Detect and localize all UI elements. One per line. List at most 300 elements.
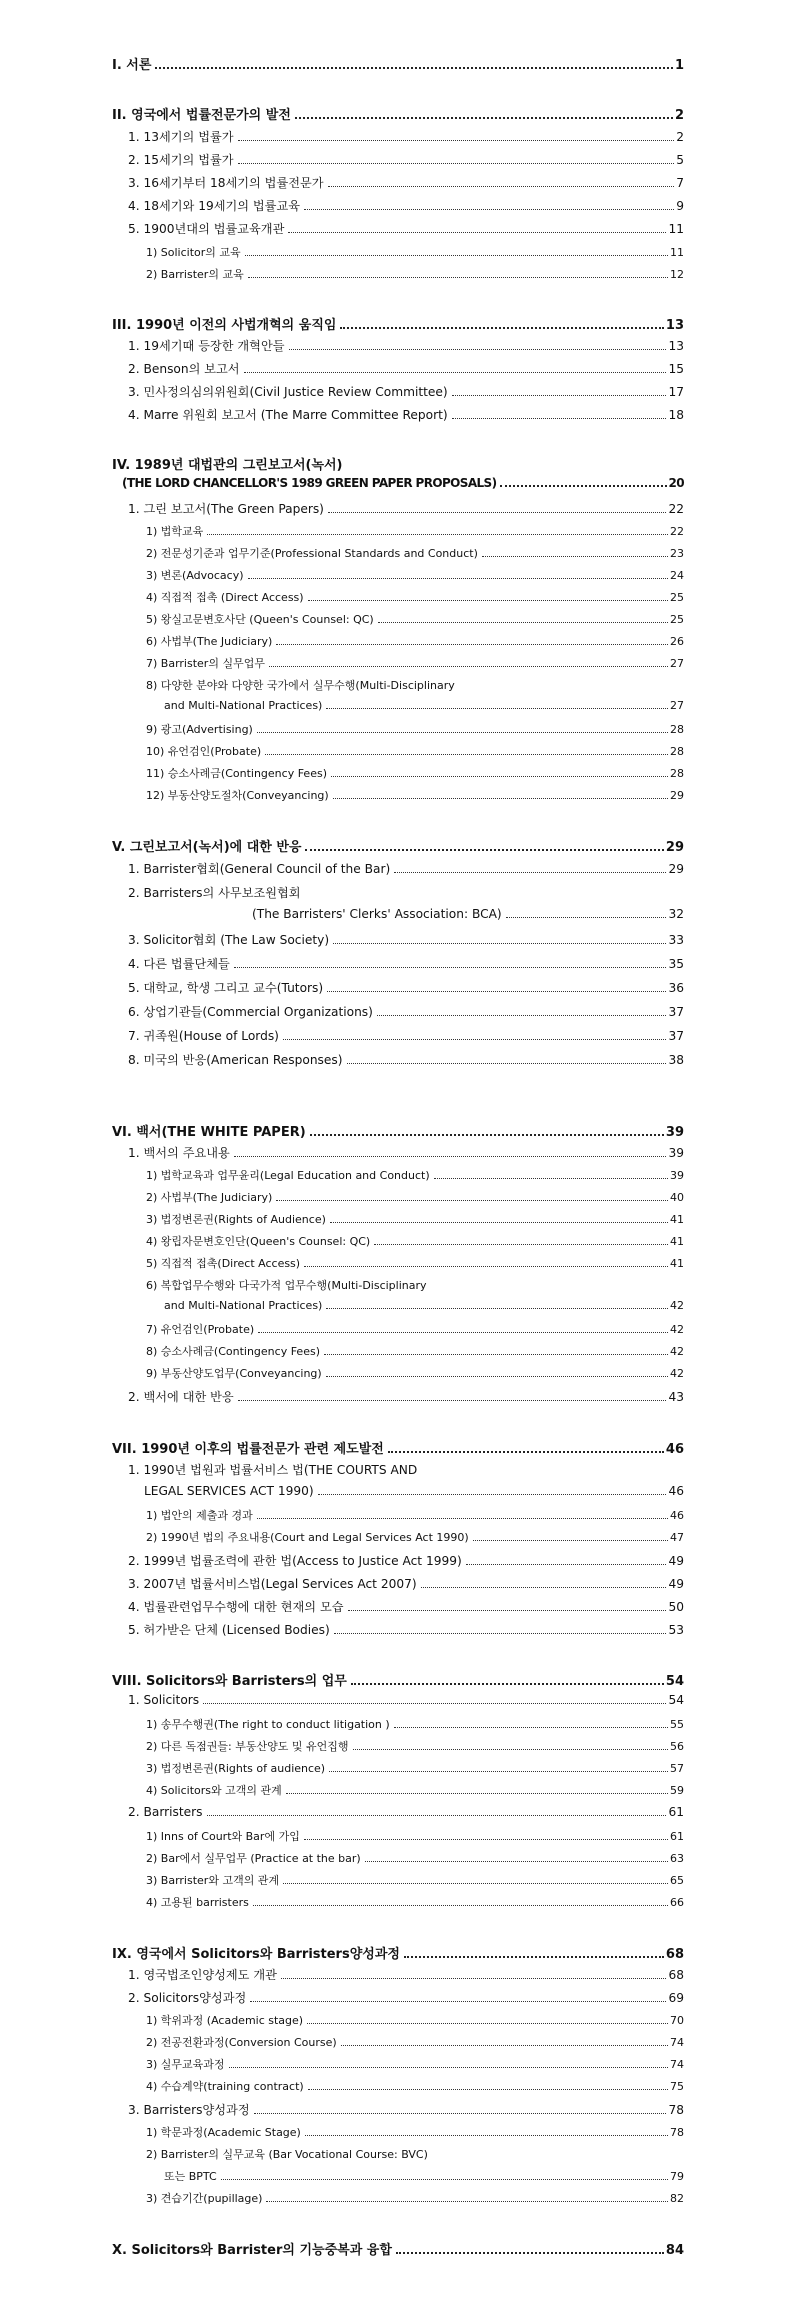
toc-page-number: 68 (665, 1947, 684, 1962)
dot-leader (266, 2201, 668, 2202)
dot-leader (304, 1266, 668, 1267)
toc-title: 9) 부동산양도업무(Conveyancing) (146, 1367, 322, 1380)
toc-subitem (112, 2034, 684, 2050)
toc-title: 2. Barristers의 사무보조원협회 (128, 886, 301, 900)
toc-item (112, 955, 684, 972)
toc-title: 4. 다른 법률단체들 (128, 957, 230, 971)
toc-page-number: 1 (674, 58, 684, 73)
toc-page-number: 27 (670, 699, 684, 712)
toc-title: 2. 백서에 대한 반응 (128, 1390, 234, 1404)
toc-title: (THE LORD CHANCELLOR'S 1989 GREEN PAPER PROPOSALS) (122, 476, 497, 490)
toc-title: 8) 승소사례금(Contingency Fees) (146, 1345, 320, 1358)
toc-page-number: 23 (670, 547, 684, 560)
dot-leader (341, 2045, 668, 2046)
dot-leader (333, 943, 666, 944)
toc-page-number: 78 (670, 2126, 684, 2139)
toc-item (112, 128, 684, 145)
toc-item (112, 1693, 684, 1708)
toc-subitem (112, 743, 684, 759)
toc-page-number: 39 (665, 1125, 684, 1140)
toc-section-subtitle (112, 476, 684, 491)
toc-title: IV. 1989년 대법관의 그린보고서(녹서) (112, 458, 343, 473)
dot-leader (248, 277, 668, 278)
toc-item (112, 931, 684, 948)
toc-subitem (112, 1321, 684, 1337)
toc-item (112, 1575, 684, 1592)
dot-leader (308, 2089, 668, 2090)
toc-title: 2) 전문성기준과 업무기준(Professional Standards and Conduct) (146, 547, 478, 560)
toc-page-number: 66 (670, 1896, 684, 1909)
toc-page-number: 65 (670, 1874, 684, 1887)
toc-title: (The Barristers' Clerks' Association: BCA) (252, 907, 502, 921)
dot-leader (328, 186, 675, 187)
toc-section (112, 454, 684, 473)
toc-title: 1) 학위과정 (Academic stage) (146, 2014, 304, 2027)
toc-subitem (112, 1828, 684, 1844)
dot-leader (248, 578, 668, 579)
toc-title: 9) 광고(Advertising) (146, 723, 253, 736)
toc-page-number: 55 (670, 1718, 684, 1731)
toc-item (112, 151, 684, 168)
dot-leader (289, 349, 667, 350)
toc-title: 또는 BPTC (164, 2170, 217, 2183)
toc-item-continuation (112, 1484, 684, 1499)
toc-subitem (112, 1850, 684, 1866)
dot-leader (269, 666, 668, 667)
toc-title: 3) 변론(Advocacy) (146, 569, 244, 582)
toc-page-number: 27 (670, 657, 684, 670)
toc-page-number: 36 (668, 981, 684, 995)
toc-title: I. 서론 (112, 58, 152, 73)
dot-leader (500, 485, 666, 487)
dot-leader (276, 1200, 668, 1201)
dot-leader (238, 140, 675, 141)
toc-title: 3) Barrister와 고객의 관계 (146, 1874, 280, 1887)
toc-page-number: 56 (670, 1740, 684, 1753)
toc-page-number: 9 (676, 199, 684, 213)
toc-item (112, 337, 684, 354)
toc-title: 5. 허가받은 단체 (Licensed Bodies) (128, 1623, 330, 1637)
toc-subitem (112, 589, 684, 605)
toc-item (112, 197, 684, 214)
toc-title: 1. 백서의 주요내용 (128, 1146, 230, 1160)
toc-title: 1. 영국법조인양성제도 개관 (128, 1968, 277, 1982)
toc-item (112, 406, 684, 423)
dot-leader (348, 1610, 667, 1611)
toc-page-number: 39 (670, 1169, 684, 1182)
toc-page-number: 28 (670, 723, 684, 736)
dot-leader (283, 1883, 668, 1884)
toc-title: 3. Barristers양성과정 (128, 2103, 250, 2117)
toc-page-number: 54 (668, 1693, 684, 1707)
toc-page-number: 49 (668, 1554, 684, 1568)
dot-leader (238, 1400, 667, 1401)
dot-leader (286, 1793, 668, 1794)
toc-page-number: 70 (670, 2014, 684, 2027)
toc-title: 6) 사법부(The Judiciary) (146, 635, 273, 648)
toc-item (112, 1598, 684, 1615)
toc-title: LEGAL SERVICES ACT 1990) (144, 1484, 314, 1498)
toc-title: 2) Bar에서 실무업무 (Practice at the bar) (146, 1852, 361, 1865)
toc-title: 7) 유언검인(Probate) (146, 1323, 255, 1336)
toc-page-number: 54 (665, 1674, 684, 1689)
toc-title: 2) Barrister의 교육 (146, 268, 244, 281)
dot-leader (452, 418, 667, 419)
toc-subitem (112, 1365, 684, 1381)
toc-page-number: 25 (670, 613, 684, 626)
toc-title: 8. 미국의 반응(American Responses) (128, 1053, 343, 1067)
dot-leader (482, 556, 668, 557)
dot-leader (452, 395, 667, 396)
toc-page-number: 57 (670, 1762, 684, 1775)
toc-title: 1) 법학교육과 업무윤리(Legal Education and Conduct) (146, 1169, 430, 1182)
toc-page-number: 46 (665, 1442, 684, 1457)
toc-title: II. 영국에서 법률전문가의 발전 (112, 108, 291, 123)
dot-leader (254, 2113, 667, 2114)
toc-page-number: 41 (670, 1235, 684, 1248)
dot-leader (265, 754, 668, 755)
toc-title: and Multi-National Practices) (164, 1299, 323, 1312)
toc-item (112, 383, 684, 400)
toc-page-number: 32 (668, 907, 684, 921)
toc-subitem (112, 1277, 684, 1293)
toc-title: 1. 13세기의 법률가 (128, 130, 234, 144)
toc-title: 4) 왕립자문변호인단(Queen's Counsel: QC) (146, 1235, 371, 1248)
dot-leader (234, 1156, 667, 1157)
toc-title: 5) 왕실고문변호사단 (Queen's Counsel: QC) (146, 613, 374, 626)
toc-page-number: 42 (670, 1367, 684, 1380)
toc-item (112, 860, 684, 877)
dot-leader (327, 991, 666, 992)
toc-subitem (112, 611, 684, 627)
toc-section (112, 314, 684, 333)
toc-page-number: 37 (668, 1029, 684, 1043)
toc-subitem-continuation (112, 2168, 684, 2184)
dot-leader (304, 1839, 668, 1840)
toc-title: 1. 그린 보고서(The Green Papers) (128, 502, 324, 516)
toc-title: 3) 실무교육과정 (146, 2058, 225, 2071)
toc-page-number: 42 (670, 1323, 684, 1336)
toc-title: 3) 견습기간(pupillage) (146, 2192, 263, 2205)
dot-leader (253, 1905, 668, 1906)
dot-leader (308, 600, 668, 601)
toc-title: 4. 법률관련업무수행에 대한 현재의 모습 (128, 1600, 344, 1614)
dot-leader (328, 512, 667, 513)
toc-item (112, 1144, 684, 1161)
toc-title: 5) 직접적 접촉(Direct Access) (146, 1257, 301, 1270)
toc-section (112, 54, 684, 73)
toc-subitem (112, 2190, 684, 2206)
toc-page-number: 17 (668, 385, 684, 399)
toc-page-number: 24 (670, 569, 684, 582)
dot-leader (305, 849, 663, 851)
toc-page-number: 40 (670, 1191, 684, 1204)
dot-leader (288, 232, 666, 233)
dot-leader (404, 1956, 664, 1958)
dot-leader (250, 2001, 666, 2002)
toc-item-continuation (112, 907, 684, 922)
dot-leader (229, 2067, 668, 2068)
toc-subitem (112, 677, 684, 693)
toc-page-number: 74 (670, 2036, 684, 2049)
toc-title: 2) 다른 독점권들: 부동산양도 및 유언집행 (146, 1740, 349, 1753)
dot-leader (203, 1703, 666, 1704)
toc-title: IX. 영국에서 Solicitors와 Barristers양성과정 (112, 1947, 400, 1962)
dot-leader (283, 1039, 667, 1040)
toc-page-number: 49 (668, 1577, 684, 1591)
toc-page-number: 11 (668, 222, 684, 236)
toc-subitem-continuation (112, 1299, 684, 1313)
toc-subitem (112, 655, 684, 671)
dot-leader (365, 1861, 668, 1862)
toc-page-number: 53 (668, 1623, 684, 1637)
toc-subitem (112, 1189, 684, 1205)
toc-section (112, 1121, 684, 1140)
toc-page-number: 29 (668, 862, 684, 876)
dot-leader (421, 1587, 667, 1588)
toc-subitem (112, 1894, 684, 1910)
toc-title: 1) 학문과정(Academic Stage) (146, 2126, 301, 2139)
dot-leader (324, 1354, 668, 1355)
dot-leader (326, 708, 668, 709)
toc-subitem (112, 567, 684, 583)
dot-leader (244, 372, 667, 373)
dot-leader (221, 2179, 668, 2180)
toc-title: 3. 민사정의심의위원회(Civil Justice Review Committee) (128, 385, 448, 399)
toc-title: VII. 1990년 이후의 법률전문가 관련 제도발전 (112, 1442, 384, 1457)
toc-page-number: 28 (670, 767, 684, 780)
toc-title: 1. Solicitors (128, 1693, 200, 1707)
dot-leader (347, 1063, 667, 1064)
toc-title: 7. 귀족원(House of Lords) (128, 1029, 279, 1043)
toc-item (112, 1027, 684, 1044)
toc-subitem-continuation (112, 699, 684, 713)
dot-leader (276, 644, 668, 645)
toc-page-number: 12 (670, 268, 684, 281)
toc-page-number: 35 (668, 957, 684, 971)
dot-leader (374, 1244, 668, 1245)
toc-title: 4) Solicitors와 고객의 관계 (146, 1784, 282, 1797)
toc-section (112, 2239, 684, 2258)
toc-subitem (112, 633, 684, 649)
dot-leader (238, 163, 675, 164)
toc-title: 10) 유언검인(Probate) (146, 745, 262, 758)
toc-subitem (112, 2124, 684, 2140)
toc-page-number: 61 (670, 1830, 684, 1843)
toc-title: 8) 다양한 분야와 다양한 국가에서 실무수행(Multi-Disciplinary (146, 679, 455, 692)
toc-page-number: 68 (668, 1968, 684, 1982)
toc-page-number: 42 (670, 1299, 684, 1312)
dot-leader (307, 2023, 668, 2024)
dot-leader (473, 1540, 668, 1541)
toc-title: 1. 1990년 법원과 법률서비스 법(THE COURTS AND (128, 1463, 418, 1477)
dot-leader (207, 534, 668, 535)
dot-leader (434, 1178, 668, 1179)
toc-item (112, 1003, 684, 1020)
toc-title: 1) Solicitor의 교육 (146, 246, 241, 259)
toc-page-number: 29 (665, 840, 684, 855)
dot-leader (257, 1518, 668, 1519)
toc-page-number: 74 (670, 2058, 684, 2071)
toc-subitem (112, 1716, 684, 1732)
dot-leader (353, 1749, 669, 1750)
dot-leader (331, 776, 668, 777)
toc-subitem (112, 1738, 684, 1754)
toc-item (112, 884, 684, 901)
toc-subitem (112, 765, 684, 781)
toc-item (112, 1989, 684, 2006)
dot-leader (258, 1332, 668, 1333)
toc-subitem (112, 2146, 684, 2162)
toc-title: V. 그린보고서(녹서)에 대한 반응 (112, 840, 302, 855)
dot-leader (245, 255, 668, 256)
toc-title: 3. Solicitor협회 (The Law Society) (128, 933, 330, 947)
toc-section (112, 1670, 684, 1689)
dot-leader (234, 967, 667, 968)
toc-subitem (112, 244, 684, 260)
toc-title: 11) 승소사례금(Contingency Fees) (146, 767, 327, 780)
toc-item (112, 1966, 684, 1983)
toc-page-number: 78 (668, 2103, 684, 2117)
toc-page-number: 33 (668, 933, 684, 947)
toc-page-number: 13 (668, 339, 684, 353)
toc-title: 1) Inns of Court와 Bar에 가입 (146, 1830, 300, 1843)
dot-leader (330, 1222, 668, 1223)
toc-page-number: 75 (670, 2080, 684, 2093)
toc-page-number: 13 (665, 318, 684, 333)
toc-title: 3) 법정변론권(Rights of Audience) (146, 1213, 326, 1226)
toc-title: 1) 법안의 제출과 경과 (146, 1509, 253, 1522)
toc-page-number: 39 (668, 1146, 684, 1160)
toc-item (112, 1461, 684, 1478)
dot-leader (378, 622, 668, 623)
toc-item (112, 1805, 684, 1820)
toc-title: 5. 대학교, 학생 그리고 교수(Tutors) (128, 981, 324, 995)
dot-leader (310, 1134, 664, 1136)
toc-page-number: 7 (676, 176, 684, 190)
toc-title: 1. 19세기때 등장한 개혁안들 (128, 339, 285, 353)
toc-page-number: 59 (670, 1784, 684, 1797)
toc-page-number: 22 (670, 525, 684, 538)
dot-leader (334, 1633, 667, 1634)
toc-subitem (112, 1760, 684, 1776)
toc-title: 2) 전공전환과정(Conversion Course) (146, 2036, 337, 2049)
toc-item (112, 1621, 684, 1638)
toc-title: 4) 고용된 barristers (146, 1896, 249, 1909)
toc-title: 1. Barrister협회(General Council of the Bar) (128, 862, 391, 876)
toc-subitem (112, 721, 684, 737)
toc-title: 2) 사법부(The Judiciary) (146, 1191, 273, 1204)
toc-item (112, 1051, 684, 1068)
dot-leader (329, 1771, 668, 1772)
toc-title: 6. 상업기관들(Commercial Organizations) (128, 1005, 373, 1019)
toc-title: 2) Barrister의 실무교육 (Bar Vocational Course: BVC) (146, 2148, 428, 2161)
toc-page-number: 26 (670, 635, 684, 648)
toc-page-number: 37 (668, 1005, 684, 1019)
dot-leader (305, 2135, 668, 2136)
toc-title: III. 1990년 이전의 사법개혁의 움직임 (112, 318, 337, 333)
toc-page-number: 69 (668, 1991, 684, 2005)
toc-item (112, 220, 684, 237)
toc-page-number: 79 (670, 2170, 684, 2183)
toc-page-number: 5 (676, 153, 684, 167)
toc-title: 3) 법정변론권(Rights of audience) (146, 1762, 326, 1775)
toc-title: 6) 복합업무수행와 다국가적 업무수행(Multi-Disciplinary (146, 1279, 427, 1292)
dot-leader (333, 798, 668, 799)
toc-page-number: 82 (670, 2192, 684, 2205)
toc-title: 2. Barristers (128, 1805, 203, 1819)
toc-subitem (112, 523, 684, 539)
toc-title: 2. 15세기의 법률가 (128, 153, 234, 167)
toc-subitem (112, 1529, 684, 1545)
toc-section (112, 104, 684, 123)
toc-subitem (112, 2056, 684, 2072)
toc-subitem (112, 2078, 684, 2094)
toc-subitem (112, 1343, 684, 1359)
toc-item (112, 500, 684, 517)
toc-page-number: 50 (668, 1600, 684, 1614)
toc-page-number: 42 (670, 1345, 684, 1358)
toc-subitem (112, 1233, 684, 1249)
toc-title: X. Solicitors와 Barrister의 기능중복과 융합 (112, 2243, 392, 2258)
dot-leader (326, 1376, 668, 1377)
toc-title: VIII. Solicitors와 Barristers의 업무 (112, 1674, 347, 1689)
toc-title: 4) 직접적 접촉 (Direct Access) (146, 591, 304, 604)
toc-page-number: 22 (668, 502, 684, 516)
dot-leader (377, 1015, 667, 1016)
toc-page-number: 15 (668, 362, 684, 376)
dot-leader (394, 872, 666, 873)
toc-page-number: 38 (668, 1053, 684, 1067)
dot-leader (207, 1815, 667, 1816)
toc-title: 1) 송무수행권(The right to conduct litigation ) (146, 1718, 390, 1731)
toc-title: 12) 부동산양도절차(Conveyancing) (146, 789, 329, 802)
toc-subitem (112, 1782, 684, 1798)
toc-item (112, 979, 684, 996)
toc-subitem (112, 1872, 684, 1888)
dot-leader (295, 117, 673, 119)
dot-leader (318, 1494, 667, 1495)
toc-item (112, 2101, 684, 2118)
toc-page-number: 18 (668, 408, 684, 422)
toc-page-number: 41 (670, 1257, 684, 1270)
dot-leader (155, 67, 673, 69)
toc-subitem (112, 1255, 684, 1271)
toc-page-number: 84 (665, 2243, 684, 2258)
toc-title: 2. Benson의 보고서 (128, 362, 240, 376)
dot-leader (388, 1451, 664, 1453)
toc-title: 2) 1990년 법의 주요내용(Court and Legal Services Act 1990) (146, 1531, 469, 1544)
toc-subitem (112, 1507, 684, 1523)
toc-page-number: 47 (670, 1531, 684, 1544)
toc-subitem (112, 2012, 684, 2028)
toc-page-number: 2 (674, 108, 684, 123)
toc-subitem (112, 1167, 684, 1183)
toc-title: 1) 법학교육 (146, 525, 204, 538)
toc-page-number: 41 (670, 1213, 684, 1226)
toc-title: 4. Marre 위원회 보고서 (The Marre Committee Report) (128, 408, 448, 422)
toc-title: 5. 1900년대의 법률교육개관 (128, 222, 285, 236)
dot-leader (394, 1727, 668, 1728)
toc-title: 3. 16세기부터 18세기의 법률전문가 (128, 176, 324, 190)
toc-page-number: 2 (676, 130, 684, 144)
dot-leader (466, 1564, 667, 1565)
dot-leader (281, 1978, 667, 1979)
toc-title: and Multi-National Practices) (164, 699, 323, 712)
dot-leader (304, 209, 674, 210)
dot-leader (326, 1308, 668, 1309)
toc-title: 4. 18세기와 19세기의 법률교육 (128, 199, 300, 213)
